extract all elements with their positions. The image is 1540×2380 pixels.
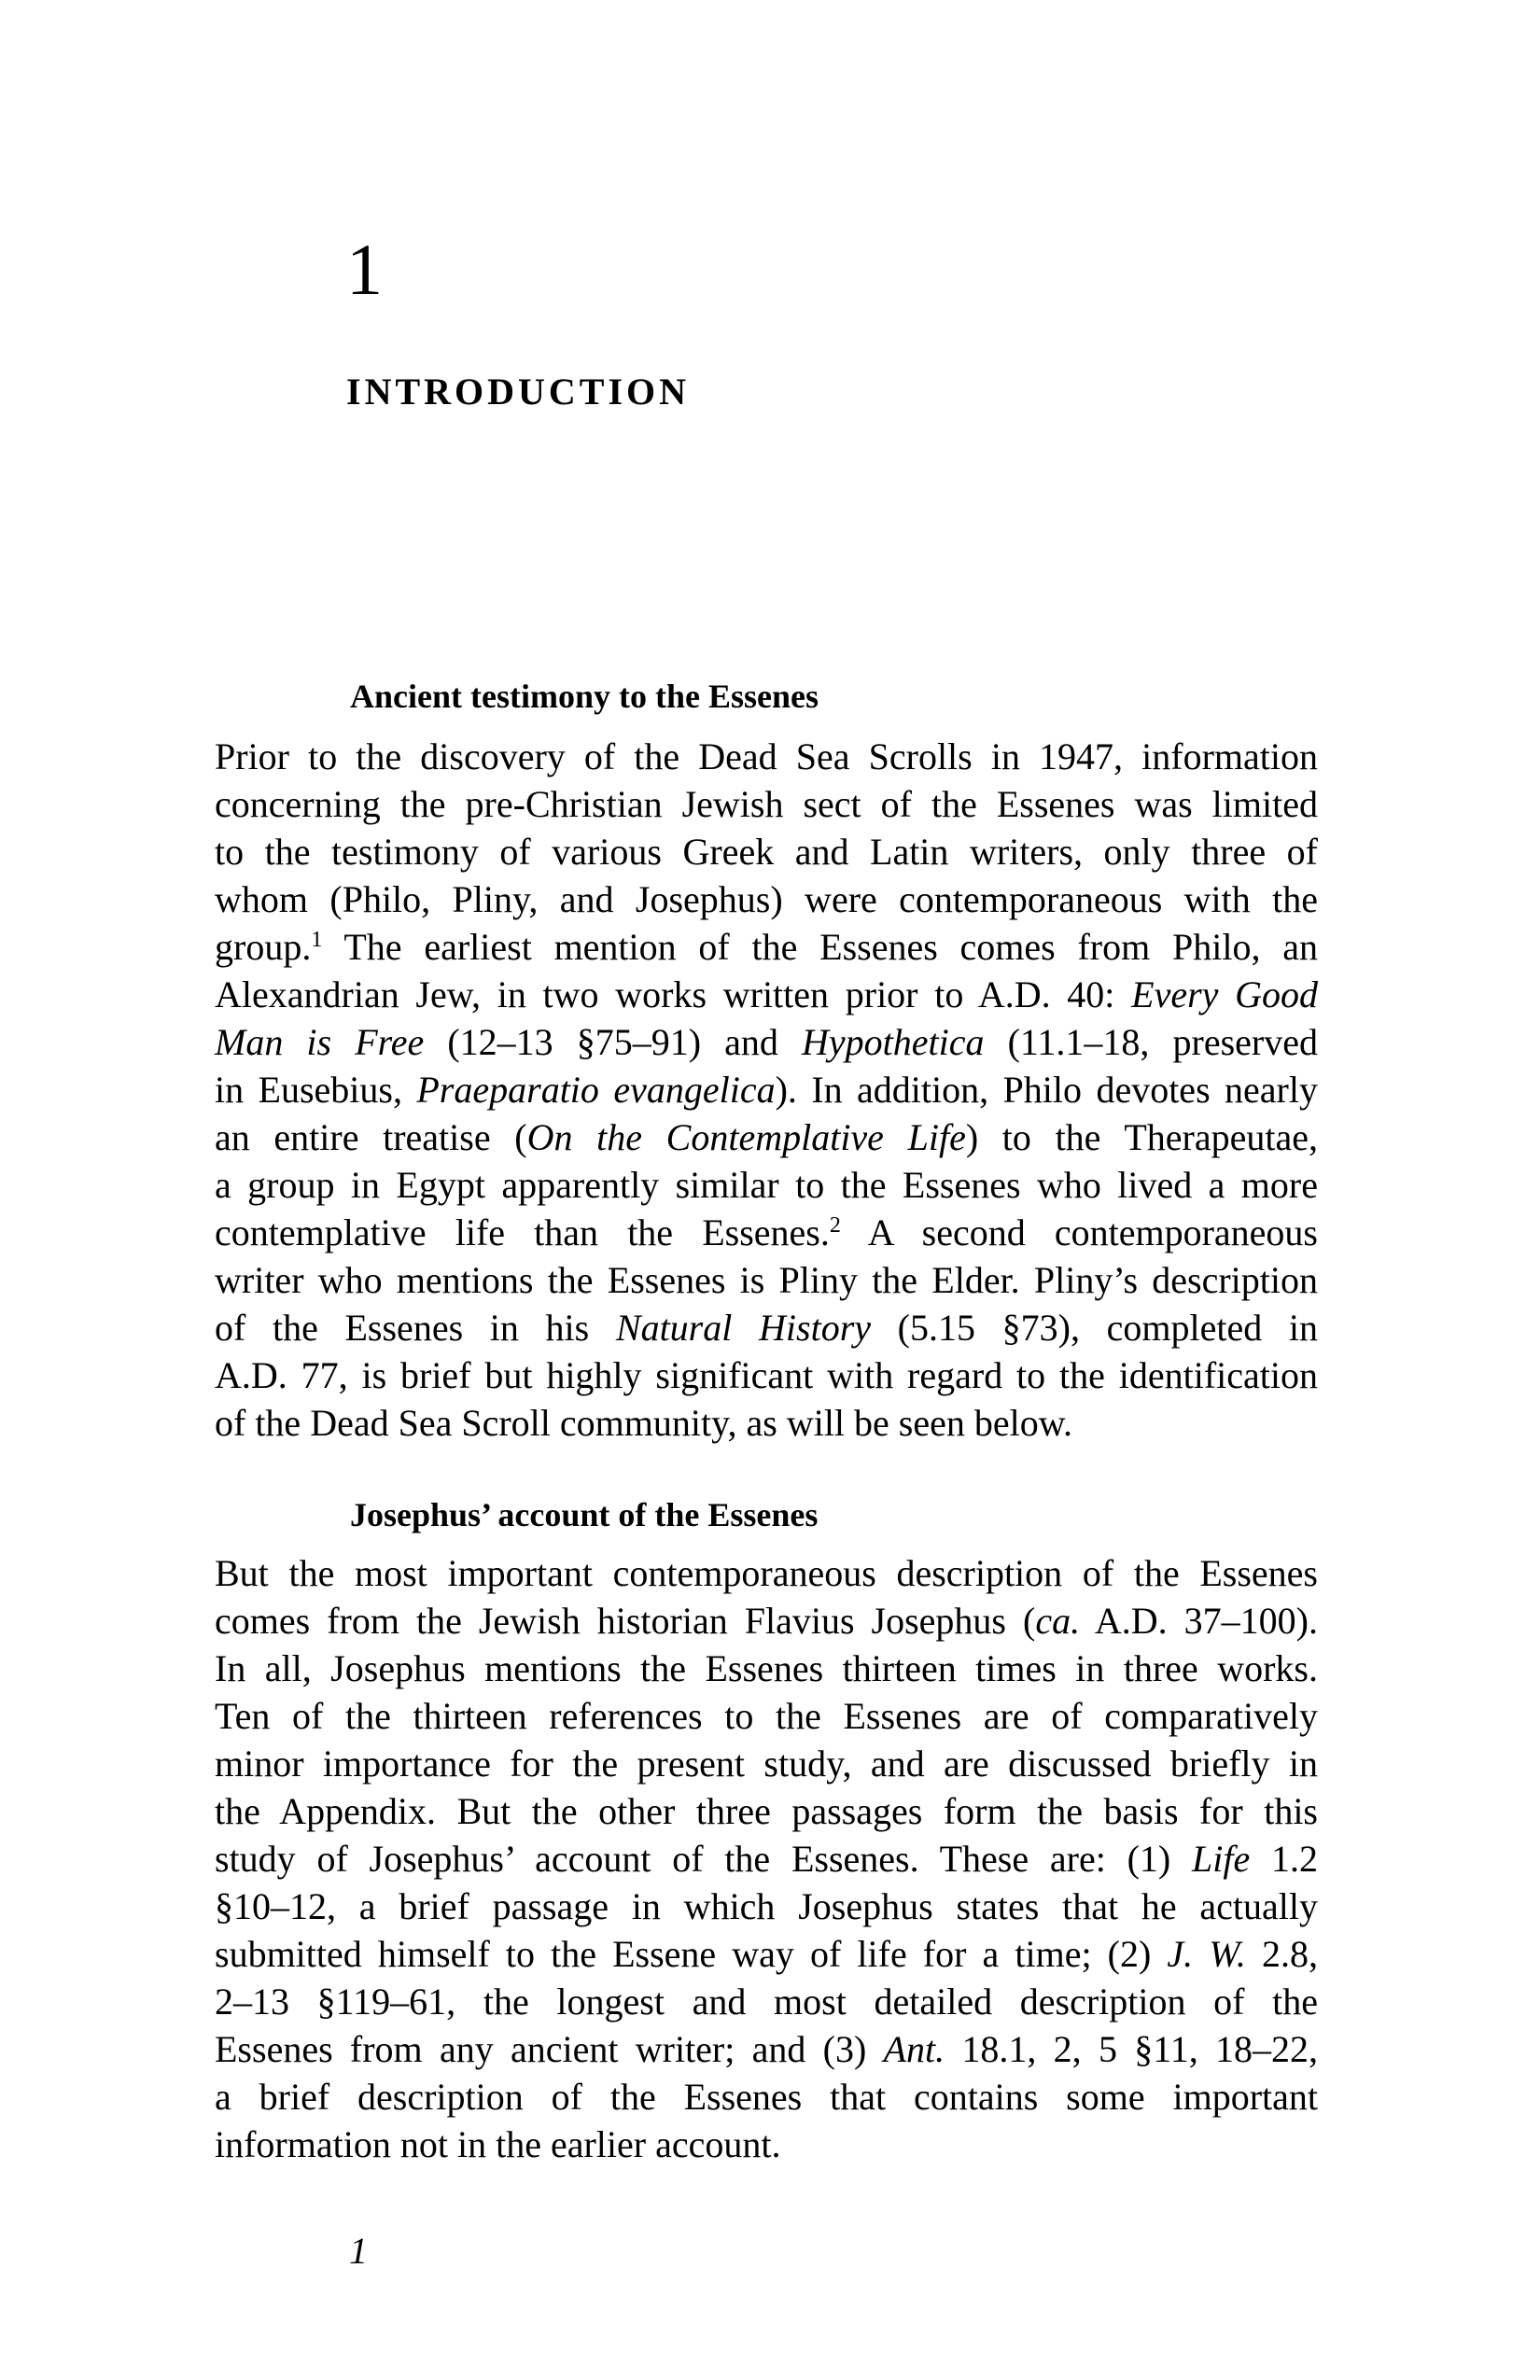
text-line: a brief description of the Essenes that contains some important <box>215 2076 1318 2118</box>
footnote-marker-2: 2 <box>829 1213 841 1238</box>
chapter-number: 1 <box>346 229 383 310</box>
work-title: Praeparatio evangelica <box>416 1069 776 1111</box>
text-line: 2–13 §119–61, the longest and most detailed description of the <box>215 1981 1318 2023</box>
text-line: In all, Josephus mentions the Essenes thirteen times in three works. <box>215 1647 1318 1689</box>
text-run: A.D. 37–100). <box>1080 1600 1319 1642</box>
text-run: ) to the Therapeutae, <box>965 1116 1319 1158</box>
text-line: Prior to the discovery of the Dead Sea Scrolls in 1947, information <box>215 735 1318 777</box>
text-line <box>215 1209 1318 1256</box>
text-run: Alexandrian Jew, in two works written prior to A.D. 40: <box>215 973 1132 1015</box>
text-run: 1.2 <box>1250 1838 1319 1880</box>
text-run: (12–13 §75–91) and <box>424 1021 802 1063</box>
abbreviation: ca. <box>1035 1600 1081 1642</box>
text-line <box>215 1597 1318 1645</box>
footnote-marker-1: 1 <box>311 928 323 952</box>
text-line: whom (Philo, Pliny, and Josephus) were contemporaneous with the <box>215 878 1318 920</box>
text-run: group. <box>215 926 312 968</box>
text-line <box>215 971 1318 1018</box>
text-run: (11.1–18, preserved <box>984 1021 1318 1063</box>
text-line <box>215 2025 1318 2073</box>
paragraph-josephus-account <box>215 1549 1318 2168</box>
chapter-title: INTRODUCTION <box>346 371 691 413</box>
page-number: 1 <box>349 2230 368 2272</box>
text-run: in Eusebius, <box>215 1069 417 1111</box>
text-run: study of Josephus’ account of the Essenes. These are: (1) <box>215 1838 1193 1880</box>
paragraph-ancient-testimony <box>215 733 1318 1447</box>
text-run: 18.1, 2, 5 §11, 18–22, <box>945 2028 1319 2070</box>
work-title: Man is Free <box>215 1021 425 1063</box>
text-line <box>215 1066 1318 1113</box>
text-line <box>215 1113 1318 1161</box>
work-title: Life <box>1192 1838 1251 1880</box>
work-title: Hypothetica <box>802 1021 985 1063</box>
text-run: The earliest mention of the Essenes comes from Philo, an <box>322 926 1318 968</box>
work-title: On the Contemplative Life <box>526 1116 966 1158</box>
text-line: of the Dead Sea Scroll community, as will be seen below. <box>215 1402 1073 1444</box>
text-run: comes from the Jewish historian Flavius Josephus ( <box>215 1600 1036 1642</box>
text-line: writer who mentions the Essenes is Pliny the Elder. Pliny’s description <box>215 1259 1318 1301</box>
work-title: J. W. <box>1167 1933 1246 1975</box>
text-line: Ten of the thirteen references to the Essenes are of comparatively <box>215 1695 1318 1737</box>
text-run: submitted himself to the Essene way of life for a time; (2) <box>215 1933 1168 1975</box>
text-line: the Appendix. But the other three passages form the basis for this <box>215 1790 1318 1832</box>
text-line <box>215 1018 1318 1066</box>
text-line: minor importance for the present study, and are discussed briefly in <box>215 1743 1318 1785</box>
section-heading-josephus-account: Josephus’ account of the Essenes <box>350 1496 819 1533</box>
text-line <box>215 1930 1318 1978</box>
text-run: of the Essenes in his <box>215 1307 616 1349</box>
text-line: §10–12, a brief passage in which Josephus states that he actually <box>215 1885 1318 1927</box>
text-line: A.D. 77, is brief but highly significant with regard to the identification <box>215 1354 1318 1396</box>
text-line <box>215 1304 1318 1351</box>
text-run: an entire treatise ( <box>215 1116 527 1158</box>
text-line: concerning the pre-Christian Jewish sect of the Essenes was limited <box>215 783 1318 825</box>
text-run: contemplative life than the Essenes. <box>215 1211 830 1253</box>
text-run: (5.15 §73), completed in <box>871 1307 1318 1349</box>
text-line: information not in the earlier account. <box>215 2123 781 2165</box>
text-line: to the testimony of various Greek and Latin writers, only three of <box>215 831 1318 873</box>
text-run: 2.8, <box>1245 1933 1319 1975</box>
text-line <box>215 1835 1318 1883</box>
text-run: ). In addition, Philo devotes nearly <box>775 1069 1318 1111</box>
text-line <box>215 923 1318 971</box>
work-title: Ant. <box>883 2028 945 2070</box>
text-line: a group in Egypt apparently similar to the Essenes who lived a more <box>215 1164 1318 1206</box>
text-line: But the most important contemporaneous description of the Essenes <box>215 1552 1318 1594</box>
work-title: Natural History <box>615 1307 872 1349</box>
text-run: A second contemporaneous <box>840 1211 1318 1253</box>
text-run: Essenes from any ancient writer; and (3) <box>215 2028 884 2070</box>
work-title: Every Good <box>1131 973 1318 1015</box>
section-heading-ancient-testimony: Ancient testimony to the Essenes <box>350 678 819 715</box>
